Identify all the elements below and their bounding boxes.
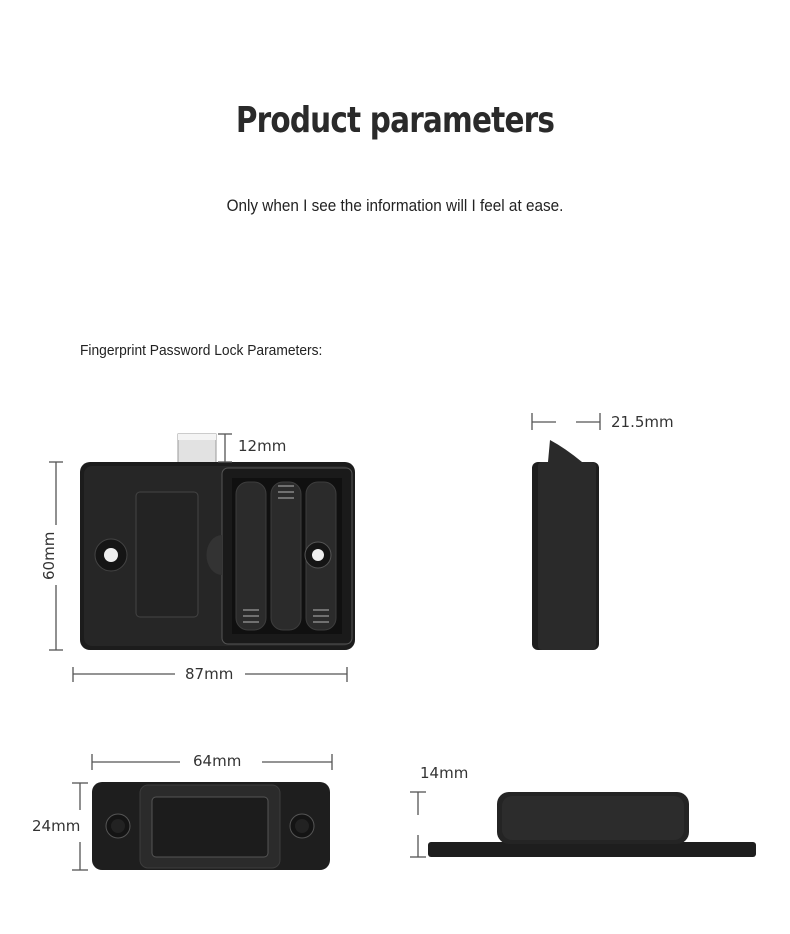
plate-top-view bbox=[92, 782, 330, 870]
dim-front-height: 60mm bbox=[40, 531, 58, 580]
side-view-lock bbox=[532, 440, 599, 650]
page-subtitle: Only when I see the information will I feel at ease. bbox=[226, 196, 564, 215]
dim-top-protrusion: 12mm bbox=[238, 437, 287, 455]
front-view-lock bbox=[80, 434, 355, 650]
dim-side-depth: 21.5mm bbox=[611, 413, 674, 431]
dim-front-width: 87mm bbox=[185, 665, 234, 683]
side-dimension-lines bbox=[532, 413, 600, 430]
dim-plate-height: 24mm bbox=[32, 817, 81, 835]
dim-profile-height: 14mm bbox=[420, 764, 469, 782]
page-title: Product parameters bbox=[235, 100, 555, 141]
profile-dimension-lines bbox=[410, 792, 426, 857]
section-label: Fingerprint Password Lock Parameters: bbox=[80, 342, 323, 359]
dim-plate-width: 64mm bbox=[193, 752, 242, 770]
plate-profile-view bbox=[428, 792, 756, 857]
